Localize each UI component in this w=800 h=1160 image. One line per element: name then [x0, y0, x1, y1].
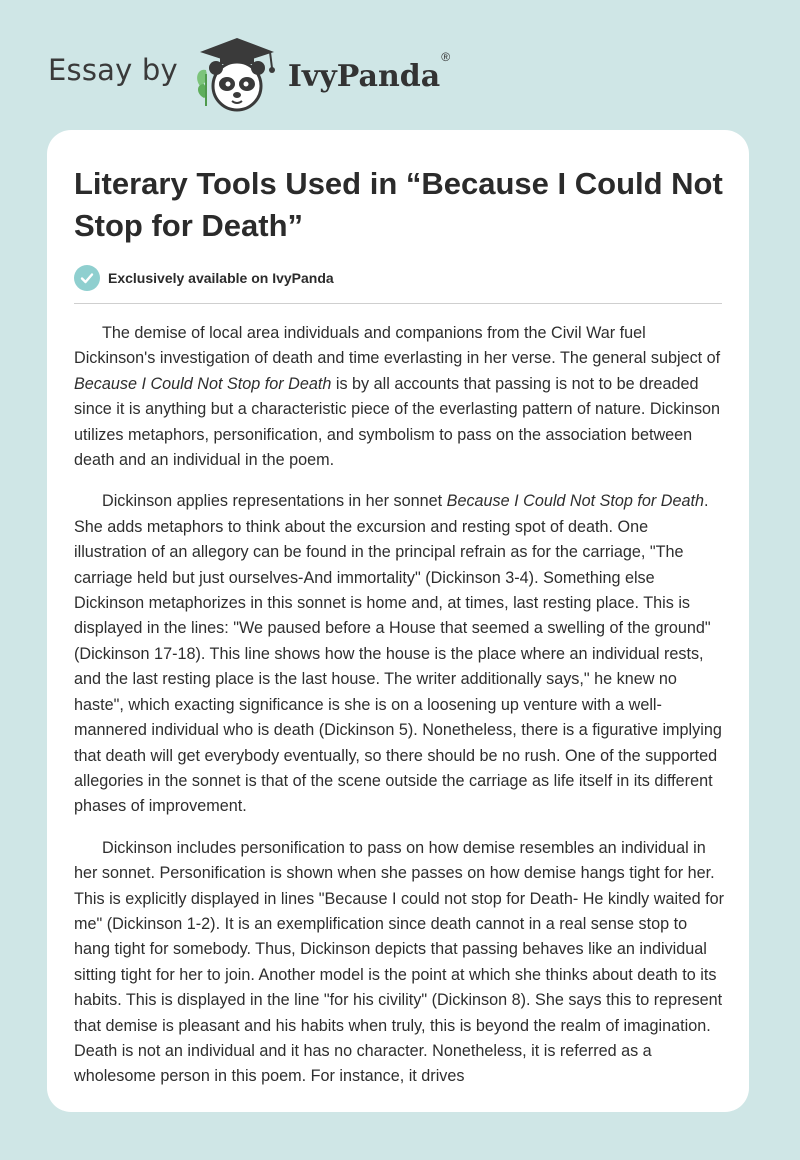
poem-title-italic: Because I Could Not Stop for Death	[446, 492, 704, 511]
essay-body	[74, 321, 724, 1106]
check-circle-icon	[74, 265, 100, 291]
poem-title-italic: Because I Could Not Stop for Death	[74, 374, 332, 393]
paragraph-text: is by all accounts that passing is not to be dreaded since it is anything but a characteristic piece of the everlasting pattern of nature. Dickinson utilizes metaphors, personification, and symbolism to pass on the association between death and an individual in the poem.	[74, 374, 721, 470]
title-divider	[74, 303, 722, 304]
essay-title: Literary Tools Used in “Because I Could Not Stop for Death”	[74, 166, 723, 243]
paragraph	[74, 489, 724, 819]
paragraph-text: Dickinson includes personification to pass on how demise resembles an individual in her sonnet. Personification is shown when she passes on how demise hangs tight for her. This is explicitly displayed in lines "Because I could not stop for Death- He kindly waited for me" (Dickinson 1-2). It is an exemplification since death cannot in a real sense stop to hang tight for somebody. Thus, Dickinson depicts that passing behaves like an individual sitting tight for her to join. Another model is the point at which she thinks about death to its habits. This is displayed in the line "for his civility" (Dickinson 8). She says this to represent that demise is pleasant and his habits when truly, this is beyond the realm of imagination. Death is not an individual and it has no character. Nonetheless, it is referred as a wholesome person in this poem. For instance, it drives	[74, 838, 724, 1086]
paragraph	[74, 836, 724, 1090]
paragraph	[74, 321, 724, 473]
brand-name[interactable]	[287, 49, 451, 94]
paragraph-text: . She adds metaphors to think about the excursion and resting spot of death. One illustration of an allegory can be found in the principal refrain as for the carriage, "The carriage held but just ourselves-And immortality" (Dickinson 3-4). Something else Dickinson metaphorizes in this sonnet is home and, at times, last resting place. This is displayed in the lines: "We paused before a House that seemed a swelling of the ground" (Dickinson 17-18). This line shows how the house is the place where an individual rests, and the last resting place is the last house. The writer additionally says," he knew no haste", which exacting significance is she is on a loosening up venture with a well-mannered individual who is death (Dickinson 5). Nonetheless, there is a figurative implying that death will get everybody eventually, so there should be no rush. One of the supported allegories in the sonnet is that of the scene outside the carriage as life itself in its different phases of improvement.	[74, 492, 722, 816]
site-header	[48, 34, 450, 114]
brand-name-text: IvyPanda	[287, 58, 441, 94]
paragraph-text: The demise of local area individuals and companions from the Civil War fuel Dickinson's investigation of death and time everlasting in her verse. The general subject of	[74, 324, 721, 368]
registered-mark: ®	[441, 49, 451, 64]
exclusive-badge-label: Exclusively available on IvyPanda	[108, 270, 334, 286]
exclusive-badge	[74, 265, 334, 291]
paragraph-text: Dickinson applies representations in her sonnet	[102, 492, 447, 511]
panda-graduate-logo-icon[interactable]	[192, 34, 282, 114]
essay-card	[47, 130, 749, 1112]
essay-by-label: Essay by	[48, 53, 178, 87]
